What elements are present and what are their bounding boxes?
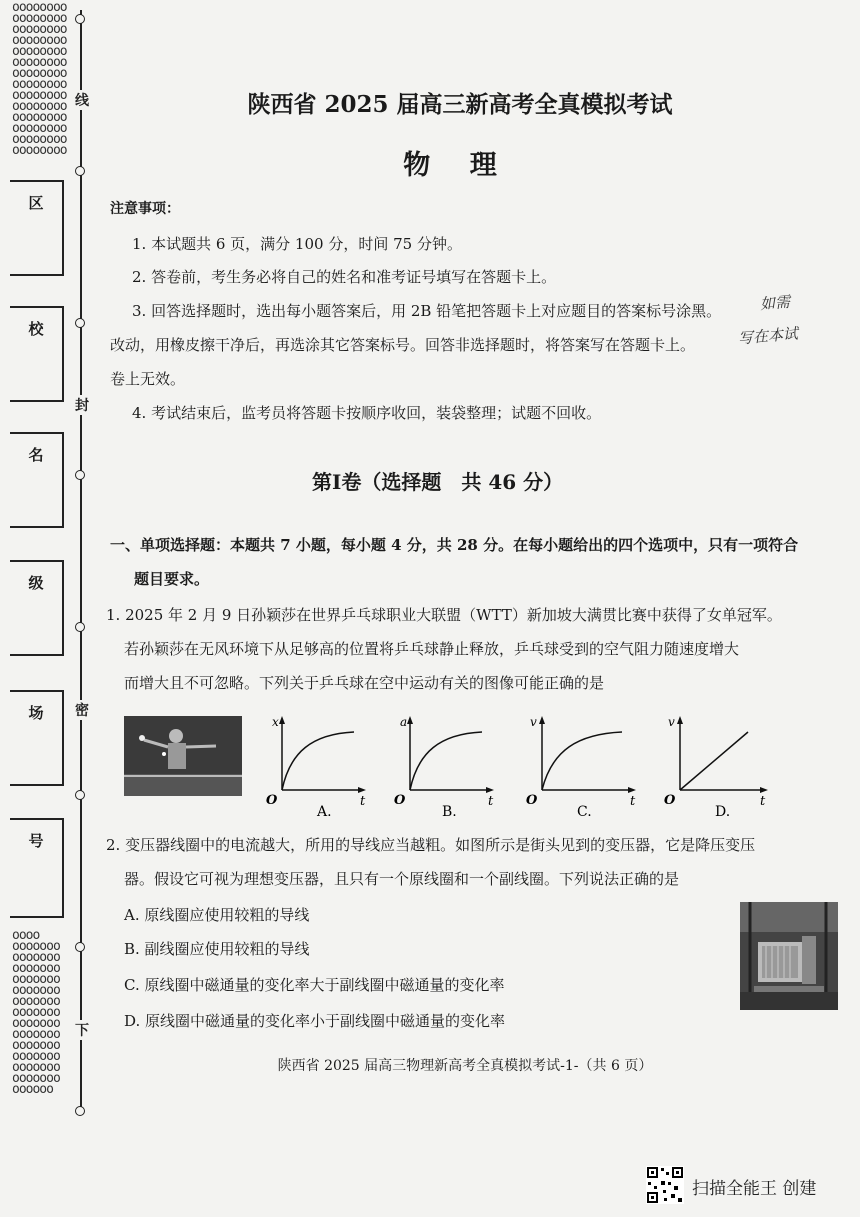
part1-instructions-cont: 题目要求。	[134, 570, 210, 588]
binding-circles-top: oooooooo oooooooo oooooooo oooooooo oooooooo oooooooo oooooooo oooooooo oooooooo oooooooo oooooooo oooooooo oooooooo oooooooo	[12, 0, 67, 158]
field-label: 级	[28, 574, 44, 592]
binding-dot	[75, 318, 85, 328]
notice-item-3-end: 卷上无效。	[110, 370, 186, 388]
q1-stem-line3: 而增大且不可忽略。下列关于乒乓球在空中运动有关的图像可能正确的是	[124, 674, 605, 692]
y-label: x	[272, 715, 279, 729]
option-label: B.	[442, 804, 457, 820]
binding-label-mi: 密	[75, 700, 89, 720]
field-label: 号	[28, 832, 44, 850]
notice-item-2: 2. 答卷前，考生务必将自己的姓名和准考证号填写在答题卡上。	[132, 268, 557, 286]
arrow-icon	[279, 716, 285, 724]
binding-dot	[75, 790, 85, 800]
field-box-district	[10, 180, 64, 276]
q2-stem-line2: 器。假设它可视为理想变压器，且只有一个原线圈和一个副线圈。下列说法正确的是	[124, 870, 680, 888]
x-label: t	[760, 794, 766, 809]
y-label: v	[668, 715, 675, 729]
binding-dot	[75, 14, 85, 24]
binding-label-xia: 下	[75, 1020, 89, 1040]
option-label: A.	[317, 804, 332, 820]
page-footer: 陕西省 2025 届高三物理新高考全真模拟考试-1-（共 6 页）	[277, 1058, 653, 1074]
origin-label: O	[664, 793, 676, 808]
subject-title: 物 理	[403, 150, 497, 181]
q1-stem-line1: 1. 2025 年 2 月 9 日孙颖莎在世界乒乓球职业大联盟（WTT）新加坡大满贯比赛中获得了女单冠军。	[106, 606, 782, 624]
curve	[542, 732, 622, 790]
x-label: t	[488, 794, 494, 809]
field-label: 区	[28, 194, 44, 212]
graph-option-b	[390, 712, 500, 820]
arrow-icon	[539, 716, 545, 724]
arrow-icon	[486, 787, 494, 793]
arrow-icon	[628, 787, 636, 793]
notice-item-3: 3. 回答选择题时，选出每小题答案后，用 2B 铅笔把答题卡上对应题目的答案标号涂黑。	[132, 302, 722, 320]
q2-option-c: C. 原线圈中磁通量的变化率大于副线圈中磁通量的变化率	[124, 976, 505, 994]
binding-label-feng: 封	[75, 395, 89, 415]
q1-stem-line2: 若孙颖莎在无风环境下从足够高的位置将乒乓球静止释放，乒乓球受到的空气阻力随速度增大	[124, 640, 740, 658]
player-figure	[124, 716, 242, 796]
y-label: v	[530, 715, 537, 729]
transformer-photo	[740, 902, 838, 1010]
field-label: 场	[28, 704, 44, 722]
curve	[410, 732, 482, 790]
qr-code-icon	[646, 1166, 684, 1204]
graph-option-c	[522, 712, 642, 820]
notice-item-3-cont: 改动，用橡皮擦干净后，再选涂其它答案标号。回答非选择题时，将答案写在答题卡上。	[110, 336, 696, 354]
notice-heading: 注意事项：	[110, 201, 180, 217]
field-box-number	[10, 818, 64, 918]
binding-dot	[75, 622, 85, 632]
graph-option-a	[262, 712, 372, 820]
origin-label: O	[394, 793, 406, 808]
arrow-icon	[358, 787, 366, 793]
field-box-class	[10, 560, 64, 656]
notice-item-4: 4. 考试结束后，监考员将答题卡按顺序收回，装袋整理；试题不回收。	[132, 404, 602, 422]
q2-option-a: A. 原线圈应使用较粗的导线	[124, 906, 310, 924]
field-label: 校	[28, 320, 44, 338]
field-label: 名	[28, 446, 44, 464]
table-tennis-photo	[124, 716, 242, 796]
q2-stem-line1: 2. 变压器线圈中的电流越大，所用的导线应当越粗。如图所示是街头见到的变压器，它是降压变压	[106, 836, 756, 854]
part1-instructions: 一、单项选择题：本题共 7 小题，每小题 4 分，共 28 分。在每小题给出的四个选项中，只有一项符合	[110, 536, 799, 554]
graph-option-d	[660, 712, 775, 820]
origin-label: O	[266, 793, 278, 808]
binding-label-xian: 线	[75, 90, 89, 110]
q2-option-d: D. 原线圈中磁通量的变化率小于副线圈中磁通量的变化率	[124, 1012, 506, 1030]
scanner-watermark: 扫描全能王 创建	[692, 1179, 817, 1199]
option-label: C.	[577, 804, 592, 820]
field-box-name	[10, 432, 64, 528]
field-box-venue	[10, 690, 64, 786]
option-label: D.	[715, 804, 731, 820]
binding-dot	[75, 470, 85, 480]
field-box-school	[10, 306, 64, 402]
arrow-icon	[760, 787, 768, 793]
notice-item-1: 1. 本试题共 6 页，满分 100 分，时间 75 分钟。	[132, 235, 462, 253]
handwritten-note-1: 如需	[759, 292, 791, 314]
y-label: a	[400, 715, 408, 729]
curve	[282, 732, 354, 790]
arrow-icon	[407, 716, 413, 724]
origin-label: O	[526, 793, 538, 808]
x-label: t	[630, 794, 636, 809]
straight-line	[680, 732, 748, 790]
handwritten-note-2: 写在本试	[737, 324, 799, 348]
section-title: 第Ⅰ卷（选择题 共 46 分）	[312, 470, 564, 494]
arrow-icon	[677, 716, 683, 724]
exam-title: 陕西省 2025 届高三新高考全真模拟考试	[247, 91, 673, 118]
binding-dot	[75, 942, 85, 952]
binding-dot	[75, 1106, 85, 1116]
q2-option-b: B. 副线圈应使用较粗的导线	[124, 940, 310, 958]
binding-circles-bottom: oooo ooooooo ooooooo ooooooo ooooooo ooooooo ooooooo ooooooo ooooooo ooooooo ooooooo ooooooo ooooooo ooooooo oooooo	[12, 928, 60, 1097]
x-label: t	[360, 794, 366, 809]
